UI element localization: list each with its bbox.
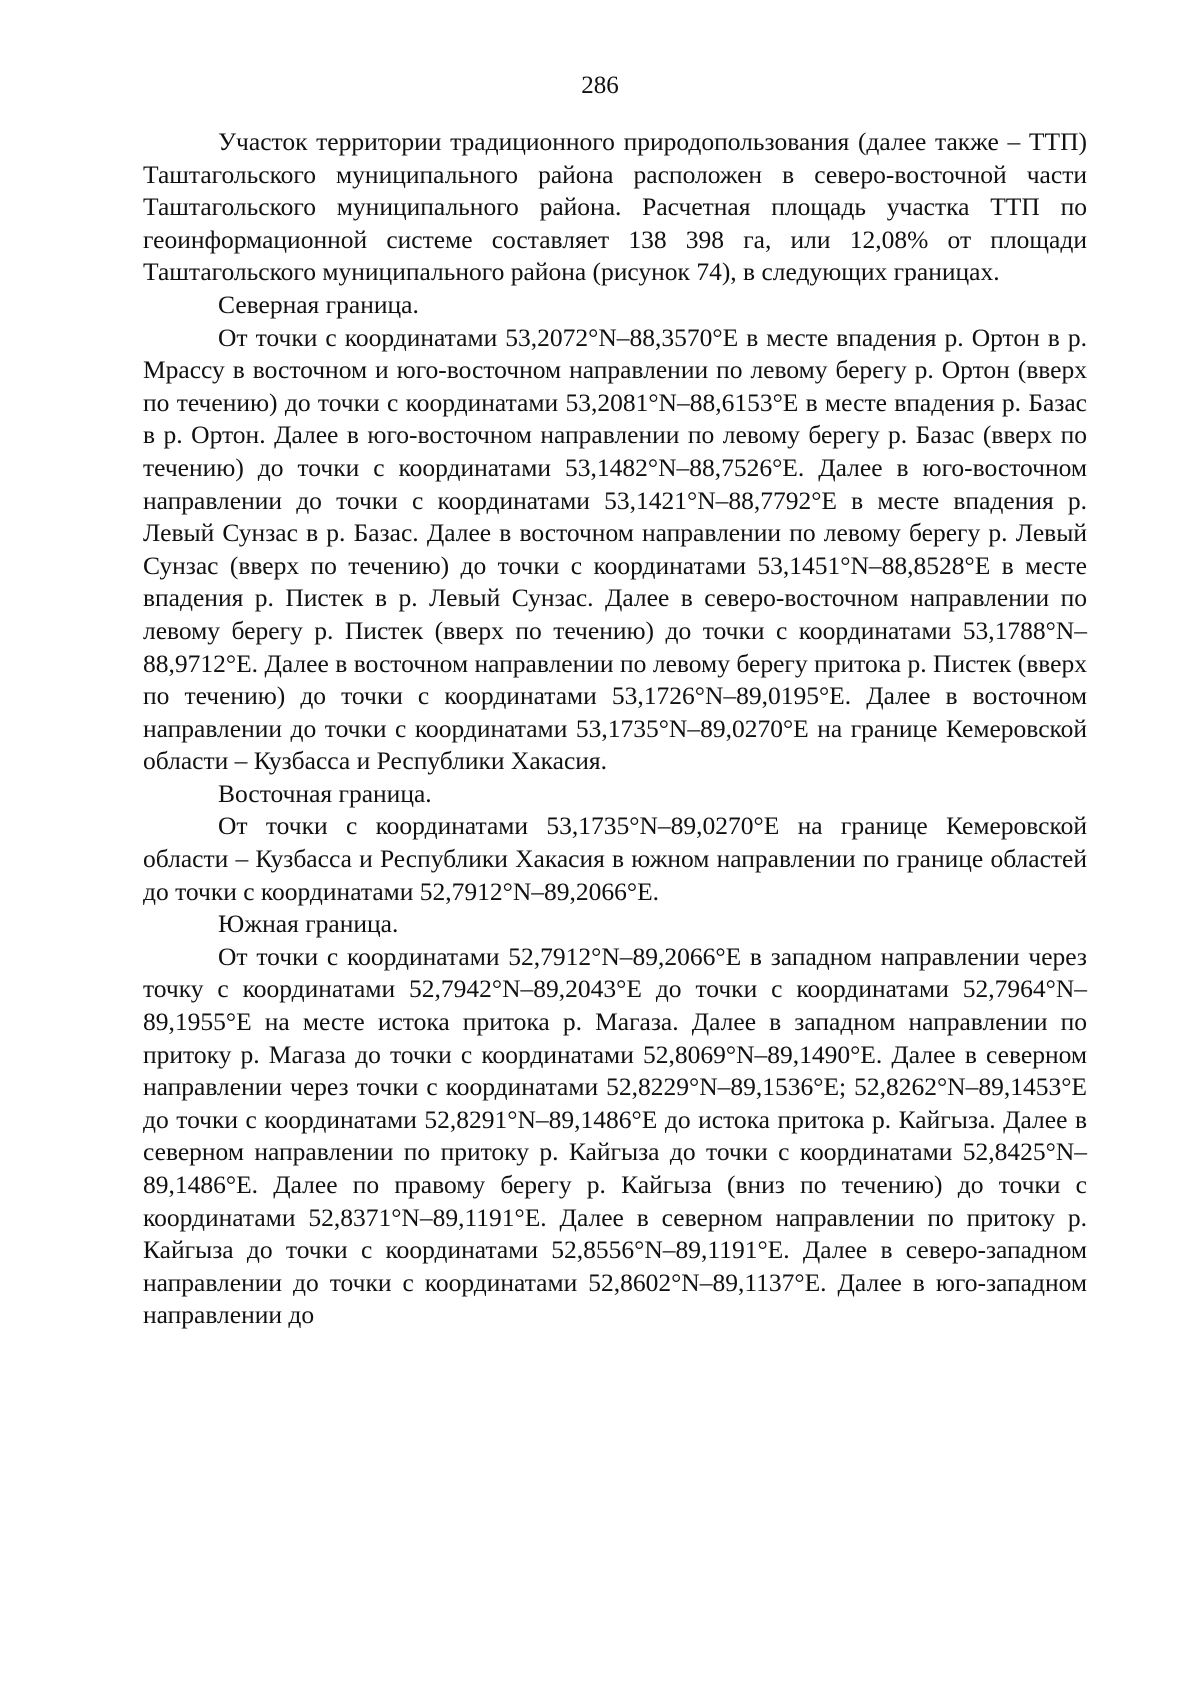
north-border-heading: Северная граница. — [218, 289, 419, 319]
document-body — [143, 126, 1087, 1332]
page-number: 286 — [581, 72, 619, 99]
south-border-heading: Южная граница. — [218, 909, 399, 939]
east-border-heading: Восточная граница. — [218, 778, 432, 808]
east-border-paragraph: От точки с координатами 53,1735°N–89,0270°E на границе Кемеровской области – Кузбасса и Республики Хакасия в южном направлении по границе областей до точки с координатами 52,7912°N–89,2066°E. — [143, 811, 1087, 906]
north-border-paragraph: От точки с координатами 53,2072°N–88,3570°E в месте впадения р. Ортон в р. Мрассу в восточном и юго-восточном направлении по левому берегу р. Ортон (вверх по течению) до точки с координатами 53,2081°N–88,6153°E в месте впадения р. Базас в р. Ортон. Далее в юго-восточном направлении по левому берегу р. Базас (вверх по течению) до точки с координатами 53,1482°N–88,7526°E. Далее в юго-восточном направлении до точки с координатами 53,1421°N–88,7792°E в месте впадения р. Левый Сунзас в р. Базас. Далее в восточном направлении по левому берегу р. Левый Сунзас (вверх по течению) до точки с координатами 53,1451°N–88,8528°E в месте впадения р. Пистек в р. Левый Сунзас. Далее в северо-восточном направлении по левому берегу р. Пистек (вверх по течению) до точки с координатами 53,1788°N–88,9712°E. Далее в восточном направлении по левому берегу притока р. Пистек (вверх по течению) до точки с координатами 53,1726°N–89,0195°E. Далее в восточном направлении до точки с координатами 53,1735°N–89,0270°E на границе Кемеровской области – Кузбасса и Республики Хакасия. — [143, 322, 1087, 776]
south-border-paragraph: От точки с координатами 52,7912°N–89,2066°E в западном направлении через точку с координатами 52,7942°N–89,2043°E до точки с координатами 52,7964°N–89,1955°E на месте истока притока р. Магаза. Далее в западном направлении по притоку р. Магаза до точки с координатами 52,8069°N–89,1490°E. Далее в северном направлении через точки с координатами 52,8229°N–89,1536°E; 52,8262°N–89,1453°E до точки с координатами 52,8291°N–89,1486°E до истока притока р. Кайгыза. Далее в северном направлении по притоку р. Кайгыза до точки с координатами 52,8425°N–89,1486°E. Далее по правому берегу р. Кайгыза (вниз по течению) до точки с координатами 52,8371°N–89,1191°E. Далее в северном направлении по притоку р. Кайгыза до точки с координатами 52,8556°N–89,1191°E. Далее в северо-западном направлении до точки с координатами 52,8602°N–89,1137°E. Далее в юго-западном направлении до — [143, 941, 1087, 1330]
intro-paragraph: Участок территории традиционного природопользования (далее также – ТТП) Таштагольского муниципального района расположен в северо-восточной части Таштагольского муниципального района. Расчетная площадь участка ТТП по геоинформационной системе составляет 138 398 га, или 12,08% от площади Таштагольского муниципального района (рисунок 74), в следующих границах. — [143, 127, 1087, 287]
